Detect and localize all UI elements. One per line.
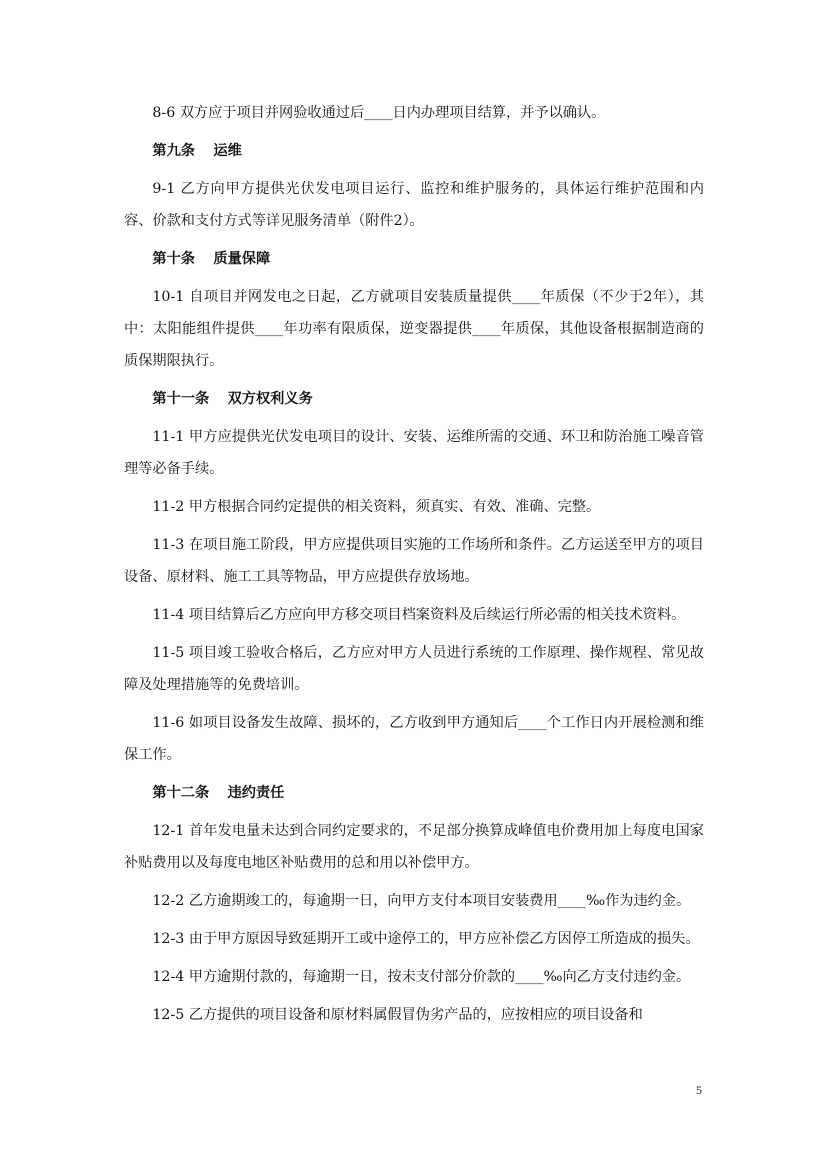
document-body bbox=[124, 97, 704, 1037]
article-title: 双方权利义务 bbox=[227, 391, 313, 407]
article-number: 第十一条 bbox=[152, 391, 210, 407]
clause-10-1: 10-1 自项目并网发电之日起，乙方就项目安装质量提供____年质保（不少于2年），其中：太阳能组件提供____年功率有限质保，逆变器提供____年质保，其他设备根据制造商的质保期限执行。 bbox=[124, 289, 704, 369]
article-number: 第九条 bbox=[152, 143, 195, 159]
article-10-heading bbox=[124, 243, 704, 275]
clause-11-2: 11-2 甲方根据合同约定提供的相关资料，须真实、有效、准确、完整。 bbox=[152, 499, 601, 515]
article-number: 第十条 bbox=[152, 251, 195, 267]
article-11-heading bbox=[124, 383, 704, 415]
article-title: 运维 bbox=[213, 143, 242, 159]
article-9-heading bbox=[124, 135, 704, 167]
article-number: 第十二条 bbox=[152, 785, 210, 801]
page-number: 5 bbox=[696, 1083, 702, 1097]
article-title: 质量保障 bbox=[213, 251, 271, 267]
clause-9-1: 9-1 乙方向甲方提供光伏发电项目运行、监控和维护服务的，具体运行维护范围和内容、价款和支付方式等详见服务清单（附件2）。 bbox=[124, 181, 704, 229]
clause-11-6: 11-6 如项目设备发生故障、损坏的，乙方收到甲方通知后____个工作日内开展检测和维保工作。 bbox=[124, 715, 704, 763]
clause-8-6: 8-6 双方应于项目并网验收通过后____日内办理项目结算，并予以确认。 bbox=[152, 105, 606, 121]
clause-12-4: 12-4 甲方逾期付款的，每逾期一日，按未支付部分价款的____‰向乙方支付违约金。 bbox=[152, 969, 691, 985]
article-title: 违约责任 bbox=[227, 785, 285, 801]
article-12-heading bbox=[124, 777, 704, 809]
clause-12-3: 12-3 由于甲方原因导致延期开工或中途停工的，甲方应补偿乙方因停工所造成的损失。 bbox=[152, 931, 700, 947]
clause-11-3: 11-3 在项目施工阶段，甲方应提供项目实施的工作场所和条件。乙方运送至甲方的项目设备、原材料、施工工具等物品，甲方应提供存放场地。 bbox=[124, 537, 704, 585]
clause-12-2: 12-2 乙方逾期竣工的，每逾期一日，向甲方支付本项目安装费用____‰作为违约金。 bbox=[152, 893, 691, 909]
clause-11-5: 11-5 项目竣工验收合格后，乙方应对甲方人员进行系统的工作原理、操作规程、常见故障及处理措施等的免费培训。 bbox=[124, 645, 704, 693]
clause-12-1: 12-1 首年发电量未达到合同约定要求的，不足部分换算成峰值电价费用加上每度电国家补贴费用以及每度电地区补贴费用的总和用以补偿甲方。 bbox=[124, 823, 704, 871]
clause-11-4: 11-4 项目结算后乙方应向甲方移交项目档案资料及后续运行所必需的相关技术资料。 bbox=[152, 607, 686, 623]
clause-12-5: 12-5 乙方提供的项目设备和原材料属假冒伪劣产品的，应按相应的项目设备和 bbox=[152, 1007, 643, 1023]
clause-11-1: 11-1 甲方应提供光伏发电项目的设计、安装、运维所需的交通、环卫和防治施工噪音管理等必备手续。 bbox=[124, 429, 704, 477]
